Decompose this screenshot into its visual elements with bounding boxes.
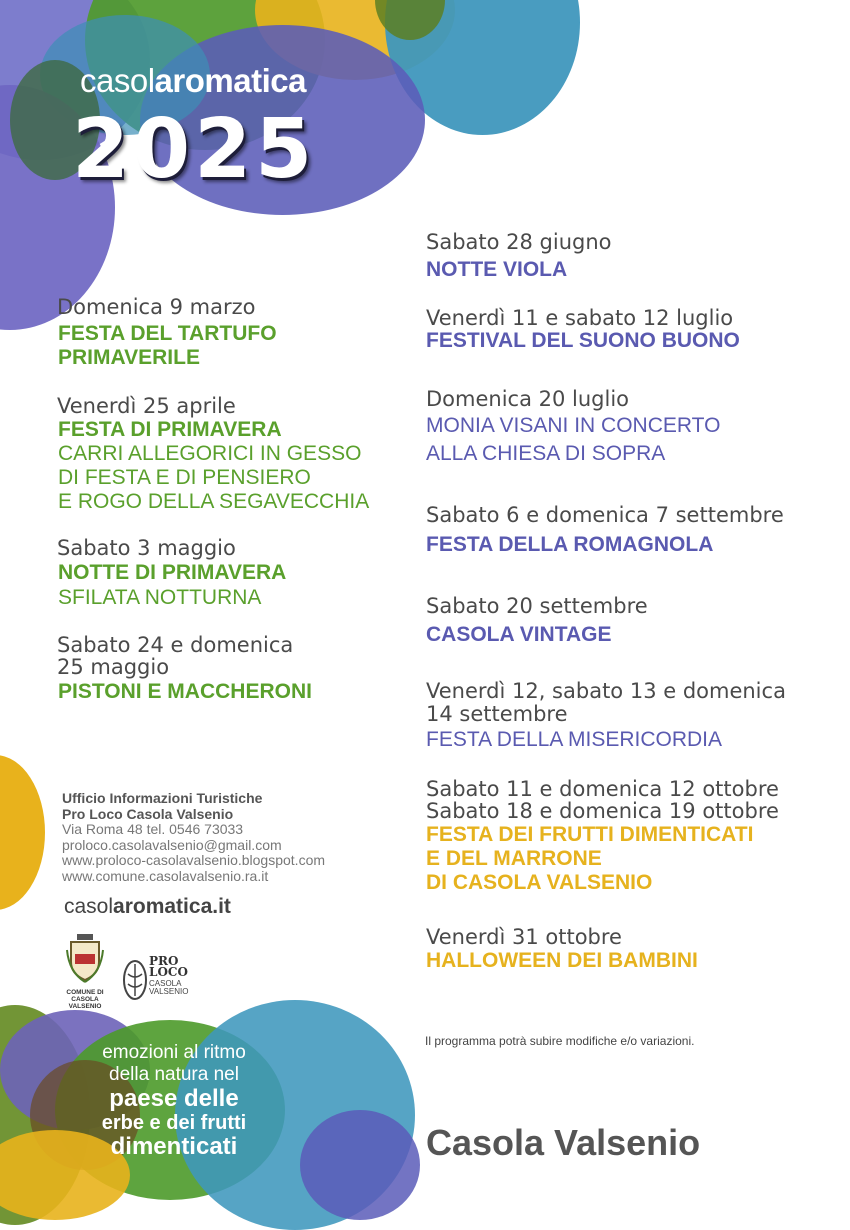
event-title: E DEL MARRONE bbox=[426, 847, 602, 870]
event-date: Sabato 3 maggio bbox=[57, 536, 236, 560]
event-date: Sabato 18 e domenica 19 ottobre bbox=[426, 799, 779, 823]
comune-label: CASOLA VALSENIO bbox=[68, 996, 102, 1010]
event-title: NOTTE DI PRIMAVERA bbox=[58, 561, 287, 584]
event-title: FESTA DELLA MISERICORDIA bbox=[426, 728, 723, 751]
office-name: Pro Loco Casola Valsenio bbox=[62, 805, 234, 822]
email: proloco.casolavalsenio@gmail.com bbox=[62, 836, 282, 853]
brand-main: aromatica bbox=[154, 62, 306, 99]
proloco-label: VALSENIO bbox=[149, 987, 189, 996]
event-subtitle: MONIA VISANI IN CONCERTO bbox=[426, 414, 721, 437]
coat-of-arms-icon bbox=[65, 932, 105, 984]
event-date: Domenica 9 marzo bbox=[57, 295, 256, 319]
year-title: 2025 bbox=[72, 102, 317, 197]
comune-label: COMUNE DI bbox=[66, 989, 104, 996]
site-main: aromatica bbox=[113, 895, 213, 918]
event-date: Sabato 24 e domenica bbox=[57, 633, 294, 657]
proloco-label: LOCO bbox=[149, 965, 188, 979]
event-title: HALLOWEEN DEI BAMBINI bbox=[426, 949, 698, 972]
event-date: Venerdì 12, sabato 13 e domenica bbox=[426, 679, 786, 703]
event-date: Sabato 20 settembre bbox=[426, 594, 648, 618]
tagline-line: della natura nel bbox=[109, 1064, 239, 1085]
event-title: FESTIVAL DEL SUONO BUONO bbox=[426, 329, 740, 352]
tagline-line: dimenticati bbox=[110, 1133, 238, 1160]
event-title: PISTONI E MACCHERONI bbox=[58, 680, 312, 703]
tagline-line: emozioni al ritmo bbox=[102, 1042, 246, 1063]
proloco-label: PRO bbox=[149, 954, 179, 968]
event-date: Venerdì 25 aprile bbox=[57, 394, 236, 418]
disclaimer: Il programma potrà subire modifiche e/o variazioni. bbox=[425, 1034, 695, 1048]
event-subtitle: ALLA CHIESA DI SOPRA bbox=[426, 442, 666, 465]
event-title: DI CASOLA VALSENIO bbox=[426, 871, 653, 894]
event-title: NOTTE VIOLA bbox=[426, 258, 568, 281]
event-title: CASOLA VINTAGE bbox=[426, 623, 612, 646]
event-title: FESTA DELLA ROMAGNOLA bbox=[426, 533, 714, 556]
event-date: Sabato 6 e domenica 7 settembre bbox=[426, 503, 784, 527]
event-subtitle: DI FESTA E DI PENSIERO bbox=[58, 466, 311, 489]
brand-logo bbox=[80, 62, 306, 100]
comune-url: www.comune.casolavalsenio.ra.it bbox=[62, 867, 269, 884]
event-title: FESTA DEI FRUTTI DIMENTICATI bbox=[426, 823, 754, 846]
site-logo bbox=[64, 895, 231, 919]
proloco-label: CASOLA bbox=[149, 979, 182, 988]
event-title: PRIMAVERILE bbox=[58, 346, 200, 369]
site-suffix: .it bbox=[212, 895, 231, 918]
comune-logo bbox=[56, 932, 114, 1010]
event-date: Sabato 28 giugno bbox=[426, 230, 612, 254]
office-name: Ufficio Informazioni Turistiche bbox=[62, 790, 263, 806]
tagline-line: paese delle bbox=[109, 1085, 239, 1112]
site-prefix: casol bbox=[64, 895, 114, 918]
event-date: Venerdì 11 e sabato 12 luglio bbox=[426, 306, 734, 330]
event-subtitle: SFILATA NOTTURNA bbox=[58, 586, 262, 609]
event-date: Sabato 11 e domenica 12 ottobre bbox=[426, 777, 779, 801]
shape-violet-bottom-right bbox=[300, 1110, 420, 1220]
proloco-emblem-icon bbox=[122, 956, 148, 1002]
brand-prefix: casol bbox=[80, 62, 155, 99]
event-title: FESTA DI PRIMAVERA bbox=[58, 418, 282, 441]
shape-orange-left-edge bbox=[0, 755, 45, 910]
event-date: Domenica 20 luglio bbox=[426, 387, 630, 411]
tagline-line: erbe e dei frutti bbox=[101, 1112, 247, 1134]
proloco-logo bbox=[122, 956, 197, 1002]
event-subtitle: CARRI ALLEGORICI IN GESSO bbox=[58, 442, 362, 465]
address: Via Roma 48 tel. 0546 73033 bbox=[62, 821, 244, 837]
event-date: 25 maggio bbox=[57, 655, 170, 679]
event-title: FESTA DEL TARTUFO bbox=[58, 322, 277, 345]
footer-title: Casola Valsenio bbox=[426, 1122, 701, 1163]
blog-url: www.proloco-casolavalsenio.blogspot.com bbox=[62, 852, 326, 868]
event-date: Venerdì 31 ottobre bbox=[426, 925, 622, 949]
tagline bbox=[84, 1042, 264, 1160]
info-block bbox=[62, 791, 325, 884]
event-subtitle: E ROGO DELLA SEGAVECCHIA bbox=[58, 490, 370, 513]
event-date: 14 settembre bbox=[426, 702, 568, 726]
